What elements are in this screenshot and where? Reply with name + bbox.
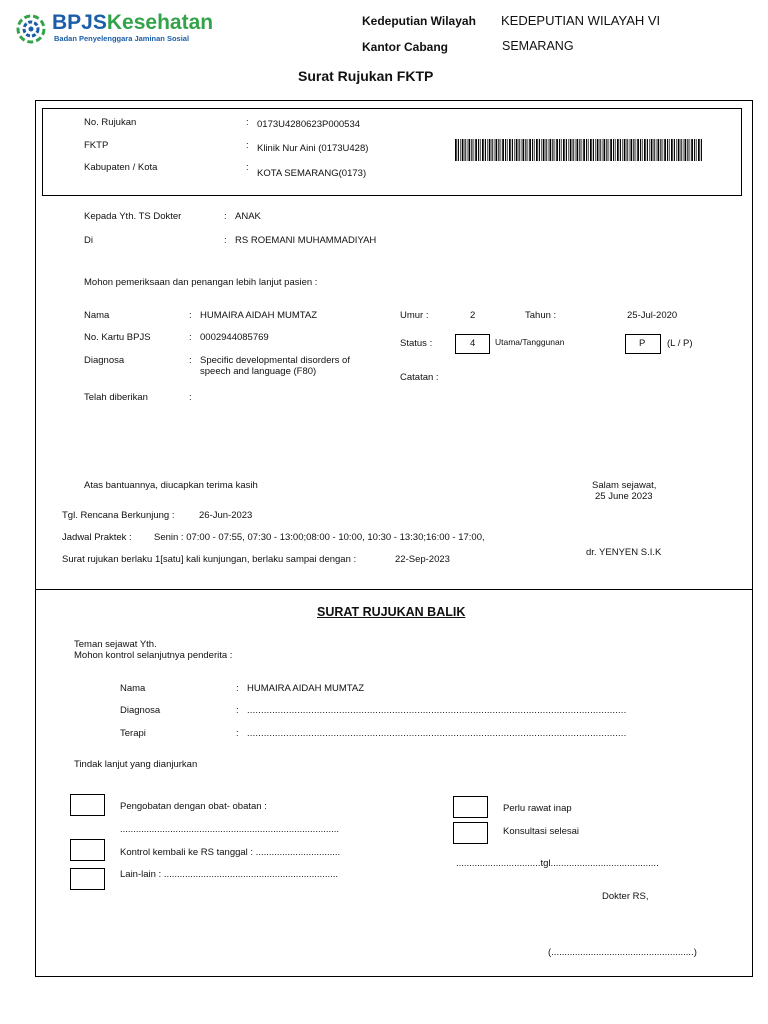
balik-title: SURAT RUJUKAN BALIK — [317, 605, 466, 619]
no-rujukan-value: 0173U4280623P000534 — [257, 119, 361, 130]
kartu-label: No. Kartu BPJS — [84, 332, 151, 343]
kedeputian-label: Kedeputian Wilayah — [362, 14, 476, 28]
fktp-label: FKTP — [84, 140, 109, 151]
umur-value: 2 — [470, 310, 476, 321]
balik-diagnosa-label: Diagnosa — [120, 705, 161, 716]
lain-label: Lain-lain : .................................................................. — [120, 869, 339, 880]
telah-label: Telah diberikan — [84, 392, 148, 403]
diagnosa-colon: : — [189, 355, 192, 366]
tahun-label: Tahun : — [525, 310, 557, 321]
kedeputian-value: KEDEPUTIAN WILAYAH VI — [501, 13, 661, 28]
kepada-label: Kepada Yth. TS Dokter — [84, 211, 182, 222]
kontrol-label: Kontrol kembali ke RS tanggal : ................................ — [120, 847, 341, 858]
logo-brand-bpjs: BPJS — [52, 11, 107, 34]
diagnosa-value-line1: Specific developmental disorders of — [200, 355, 350, 366]
doctor-name: dr. YENYEN S.I.K — [586, 547, 662, 558]
gender-note: (L / P) — [667, 338, 693, 349]
signature-line: (......................................................) — [548, 947, 697, 958]
kantor-label: Kantor Cabang — [362, 40, 449, 54]
dokter-rs-label: Dokter RS, — [602, 891, 649, 902]
catatan-label: Catatan : — [400, 372, 439, 383]
letter-date: 25 June 2023 — [595, 491, 653, 502]
salam-text: Salam sejawat, — [592, 480, 657, 491]
balik-diagnosa-colon: : — [236, 705, 239, 716]
telah-colon: : — [189, 392, 192, 403]
tindak-label: Tindak lanjut yang dianjurkan — [74, 759, 198, 770]
barcode-icon — [455, 139, 705, 161]
balik-nama-label: Nama — [120, 683, 146, 694]
di-colon: : — [224, 235, 227, 246]
konsultasi-label: Konsultasi selesai — [503, 826, 580, 837]
bpjs-logo-icon — [16, 14, 46, 44]
kab-value: KOTA SEMARANG(0173) — [257, 168, 367, 179]
kepada-colon: : — [224, 211, 227, 222]
checkbox-kontrol[interactable] — [70, 839, 105, 861]
kartu-colon: : — [189, 332, 192, 343]
status-label: Status : — [400, 338, 433, 349]
kepada-value: ANAK — [235, 211, 261, 222]
no-rujukan-colon: : — [246, 117, 249, 128]
gender-value: P — [639, 338, 646, 349]
kartu-value: 0002944085769 — [200, 332, 269, 343]
umur-label: Umur : — [400, 310, 429, 321]
section-divider — [35, 589, 753, 590]
di-label: Di — [84, 235, 93, 246]
balik-nama-value: HUMAIRA AIDAH MUMTAZ — [247, 683, 364, 694]
checkbox-lain[interactable] — [70, 868, 105, 890]
berlaku-label: Surat rujukan berlaku 1[satu] kali kunjungan, berlaku sampai dengan : — [62, 554, 357, 565]
tahun-value: 25-Jul-2020 — [627, 310, 678, 321]
balik-greeting-1: Teman sejawat Yth. — [74, 639, 157, 650]
obat-label: Pengobatan dengan obat- obatan : — [120, 801, 267, 812]
kantor-value: SEMARANG — [502, 39, 574, 53]
balik-terapi-dots: ........................................................................................................................................ — [247, 728, 627, 739]
jadwal-value: Senin : 07:00 - 07:55, 07:30 - 13:00;08:00 - 10:00, 10:30 - 13:30;16:00 - 17:00, — [154, 532, 485, 543]
no-rujukan-label: No. Rujukan — [84, 117, 137, 128]
balik-terapi-label: Terapi — [120, 728, 146, 739]
fktp-colon: : — [246, 140, 249, 151]
di-value: RS ROEMANI MUHAMMADIYAH — [235, 235, 377, 246]
balik-greeting-2: Mohon kontrol selanjutnya penderita : — [74, 650, 233, 661]
checkbox-obat[interactable] — [70, 794, 105, 816]
rawat-inap-label: Perlu rawat inap — [503, 803, 572, 814]
nama-value: HUMAIRA AIDAH MUMTAZ — [200, 310, 317, 321]
checkbox-rawat-inap[interactable] — [453, 796, 488, 818]
logo-brand — [52, 11, 213, 35]
nama-label: Nama — [84, 310, 110, 321]
kab-colon: : — [246, 162, 249, 173]
diagnosa-label: Diagnosa — [84, 355, 125, 366]
tgl-line: ................................tgl......................................... — [456, 858, 659, 869]
logo-tagline: Badan Penyelenggara Jaminan Sosial — [54, 34, 190, 43]
balik-terapi-colon: : — [236, 728, 239, 739]
kab-label: Kabupaten / Kota — [84, 162, 158, 173]
rencana-label: Tgl. Rencana Berkunjung : — [62, 510, 175, 521]
rencana-value: 26-Jun-2023 — [199, 510, 253, 521]
checkbox-konsultasi[interactable] — [453, 822, 488, 844]
logo-brand-kesehatan: Kesehatan — [106, 11, 214, 34]
page-title: Surat Rujukan FKTP — [298, 68, 434, 84]
patient-intro: Mohon pemeriksaan dan penangan lebih lanjut pasien : — [84, 277, 318, 288]
balik-diagnosa-dots: ........................................................................................................................................ — [247, 705, 627, 716]
balik-nama-colon: : — [236, 683, 239, 694]
status-note: Utama/Tanggunan — [495, 337, 565, 347]
jadwal-label: Jadwal Praktek : — [62, 532, 132, 543]
status-value: 4 — [470, 338, 476, 349]
fktp-value: Klinik Nur Aini (0173U428) — [257, 143, 369, 154]
berlaku-value: 22-Sep-2023 — [395, 554, 450, 565]
obat-dots: ................................................................................... — [120, 824, 340, 835]
nama-colon: : — [189, 310, 192, 321]
thanks-text: Atas bantuannya, diucapkan terima kasih — [84, 480, 258, 491]
diagnosa-value-line2: speech and language (F80) — [200, 366, 317, 377]
